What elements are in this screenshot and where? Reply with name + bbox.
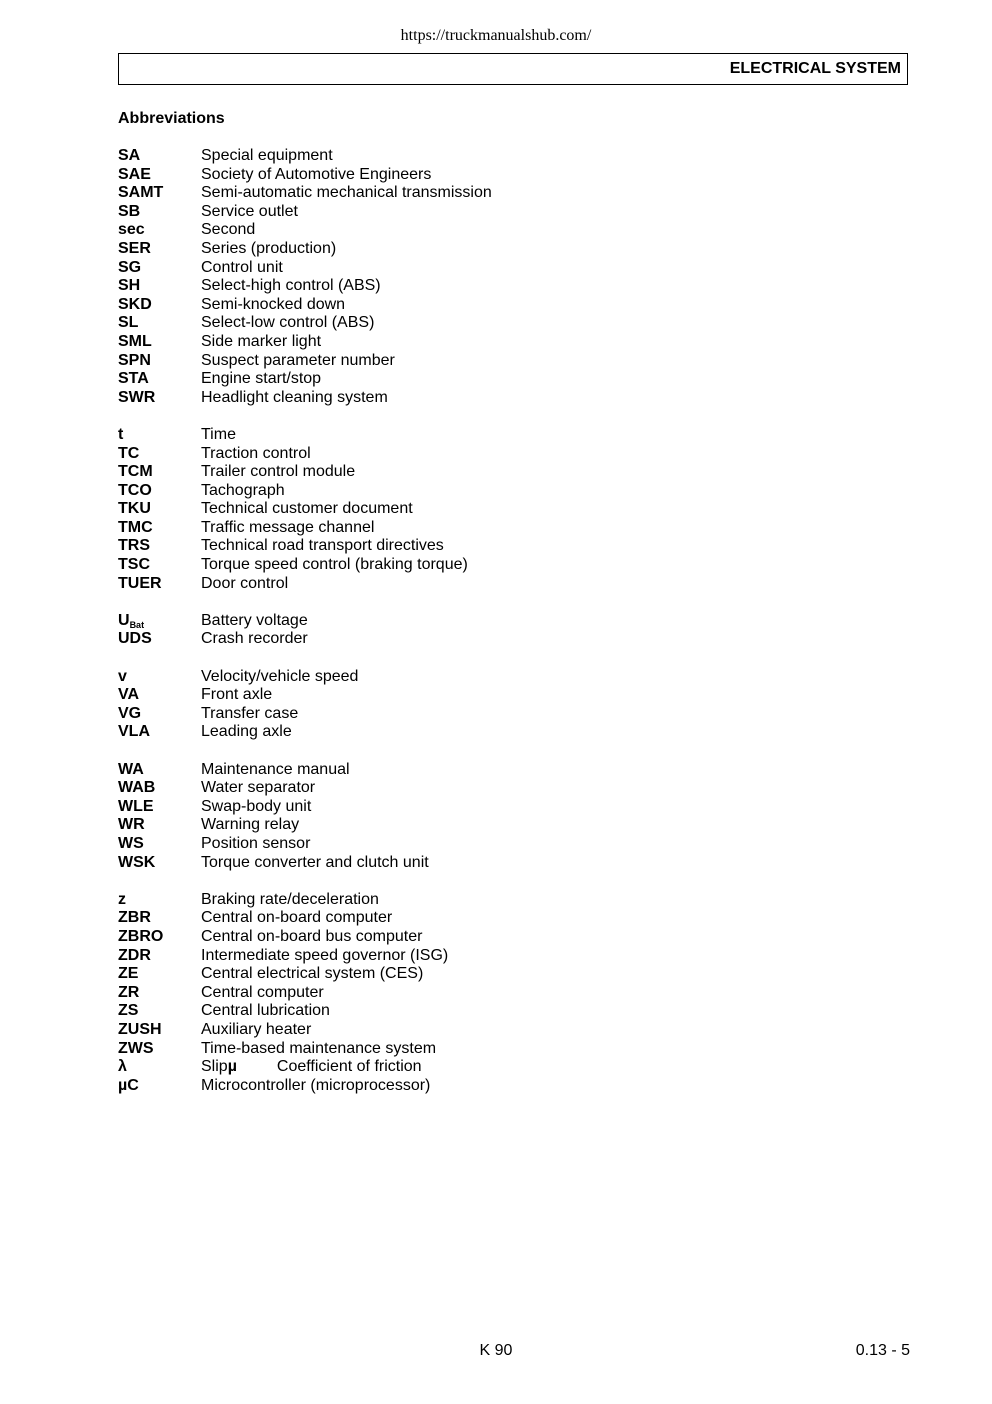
abbreviation-row [118, 445, 818, 464]
abbreviation-definition: Central on-board bus computer [201, 927, 423, 945]
abbreviation-row [118, 259, 818, 278]
abbreviation-row [118, 668, 818, 687]
abbreviation-definition: Swap-body unit [201, 797, 312, 815]
abbreviation-row [118, 147, 818, 166]
group-spacer [118, 407, 818, 426]
abbreviation-term: SAMT [118, 184, 164, 202]
abbreviation-term: SAE [118, 165, 151, 183]
abbreviation-definition: Headlight cleaning system [201, 388, 388, 406]
abbreviation-row [118, 314, 818, 333]
abbreviation-row [118, 370, 818, 389]
abbreviation-definition: Central computer [201, 983, 324, 1001]
abbreviation-definition: Central on-board computer [201, 909, 393, 927]
abbreviation-definition: Torque converter and clutch unit [201, 853, 429, 871]
abbreviation-row [118, 1040, 818, 1059]
abbreviation-term: TCO [118, 481, 152, 499]
abbreviation-term: SER [118, 239, 151, 257]
abbreviation-definition: Microcontroller (microprocessor) [201, 1076, 431, 1094]
abbreviation-row [118, 352, 818, 371]
abbreviation-term: v [118, 667, 127, 685]
abbreviation-term: TC [118, 444, 140, 462]
abbreviation-definition: Intermediate speed governor (ISG) [201, 946, 449, 964]
header-title: ELECTRICAL SYSTEM [729, 60, 901, 77]
abbreviation-definition: Water separator [201, 779, 316, 797]
abbreviation-term: UDS [118, 630, 152, 648]
abbreviation-term: TRS [118, 537, 150, 555]
abbreviation-definition: Technical customer document [201, 500, 413, 518]
abbreviation-term: ZR [118, 983, 140, 1001]
abbreviation-term: sec [118, 221, 145, 239]
abbreviation-definition: Velocity/vehicle speed [201, 667, 359, 685]
abbreviation-term: WR [118, 816, 145, 834]
abbreviation-row [118, 333, 818, 352]
abbreviation-row [118, 854, 818, 873]
abbreviation-row [118, 556, 818, 575]
group-spacer [118, 593, 818, 612]
abbreviation-row [118, 537, 818, 556]
abbreviation-row [118, 500, 818, 519]
abbreviation-term: ZS [118, 1002, 139, 1020]
abbreviation-row [118, 575, 818, 594]
abbreviation-row [118, 1058, 818, 1077]
abbreviation-row [118, 240, 818, 259]
abbreviation-term: VA [118, 686, 140, 704]
abbreviation-row [118, 277, 818, 296]
abbreviation-definition: Society of Automotive Engineers [201, 165, 432, 183]
abbreviation-definition: Auxiliary heater [201, 1020, 312, 1038]
abbreviation-definition: Central lubrication [201, 1002, 330, 1020]
abbreviation-row [118, 909, 818, 928]
abbreviation-definition: Transfer case [201, 704, 299, 722]
abbreviation-term: WAB [118, 779, 156, 797]
abbreviation-list [118, 147, 818, 1095]
abbreviation-row [118, 389, 818, 408]
abbreviation-row [118, 947, 818, 966]
abbreviation-term: µC [118, 1076, 139, 1094]
abbreviation-row [118, 723, 818, 742]
abbreviation-row [118, 203, 818, 222]
abbreviation-row [118, 891, 818, 910]
abbreviation-row [118, 463, 818, 482]
abbreviation-definition: Engine start/stop [201, 370, 322, 388]
abbreviation-definition: Special equipment [201, 147, 333, 164]
abbreviation-term: SKD [118, 295, 152, 313]
abbreviation-term: SG [118, 258, 142, 276]
abbreviation-definition: Warning relay [201, 816, 300, 834]
abbreviation-definition: Traffic message channel [201, 518, 375, 536]
abbreviation-term: SB [118, 202, 141, 220]
abbreviation-row [118, 630, 818, 649]
abbreviation-term: WSK [118, 853, 156, 871]
page-header [118, 53, 908, 85]
abbreviation-term: VLA [118, 723, 150, 741]
section-title: Abbreviations [118, 110, 225, 127]
abbreviation-term: $U_{Bat}$ [118, 611, 145, 630]
abbreviation-definition: Service outlet [201, 202, 298, 220]
abbreviation-definition: Suspect parameter number [201, 351, 395, 369]
abbreviation-definition: Front axle [201, 686, 273, 704]
abbreviation-row [118, 519, 818, 538]
abbreviation-row [118, 686, 818, 705]
abbreviation-row [118, 296, 818, 315]
abbreviation-row [118, 166, 818, 185]
abbreviation-term: TCM [118, 463, 153, 481]
abbreviation-term: VG [118, 704, 142, 722]
abbreviation-term: ZBRO [118, 927, 164, 945]
abbreviation-term: ZWS [118, 1039, 154, 1057]
abbreviation-term: SPN [118, 351, 151, 369]
abbreviation-term: SH [118, 277, 141, 295]
abbreviation-definition: Semi-knocked down [201, 295, 346, 313]
abbreviation-row [118, 612, 818, 631]
footer-model: K 90 [479, 1342, 513, 1359]
abbreviation-term: WA [118, 760, 144, 778]
abbreviation-term: z [118, 890, 126, 908]
abbreviation-term: WLE [118, 797, 154, 815]
abbreviation-term: TMC [118, 518, 153, 536]
abbreviation-term: TKU [118, 500, 151, 518]
abbreviation-row [118, 928, 818, 947]
abbreviation-definition: Battery voltage [201, 611, 308, 629]
abbreviation-term: SWR [118, 388, 156, 406]
abbreviation-definition: Slipµ Coefficient of friction [201, 1058, 422, 1076]
abbreviation-definition: Control unit [201, 258, 283, 276]
abbreviation-definition: Maintenance manual [201, 760, 350, 778]
abbreviation-definition: Braking rate/deceleration [201, 890, 379, 908]
abbreviation-definition: Series (production) [201, 239, 337, 257]
abbreviation-definition: Second [201, 221, 256, 239]
abbreviation-definition: Tachograph [201, 481, 285, 499]
abbreviation-term: t [118, 425, 124, 443]
abbreviation-term: λ [118, 1058, 127, 1076]
abbreviation-row [118, 779, 818, 798]
group-spacer [118, 649, 818, 668]
abbreviation-row [118, 1002, 818, 1021]
abbreviation-definition: Technical road transport directives [201, 537, 444, 555]
group-spacer [118, 742, 818, 761]
abbreviation-term: TSC [118, 556, 150, 574]
abbreviation-definition: Time [201, 425, 236, 443]
abbreviation-definition: Leading axle [201, 723, 292, 741]
abbreviation-row [118, 835, 818, 854]
abbreviation-row [118, 816, 818, 835]
abbreviation-row [118, 1077, 818, 1096]
abbreviation-row [118, 798, 818, 817]
abbreviation-term: SL [118, 314, 139, 332]
abbreviation-definition: Central electrical system (CES) [201, 965, 424, 983]
abbreviation-definition: Trailer control module [201, 463, 356, 481]
abbreviation-definition: Torque speed control (braking torque) [201, 556, 468, 574]
abbreviation-definition: Select-low control (ABS) [201, 314, 375, 332]
abbreviation-term: SML [118, 332, 152, 350]
abbreviation-term: STA [118, 370, 149, 388]
abbreviation-term: ZBR [118, 909, 151, 927]
abbreviation-term: SA [118, 147, 141, 164]
abbreviation-term: ZUSH [118, 1020, 162, 1038]
abbreviation-term: TUER [118, 574, 162, 592]
abbreviation-row [118, 705, 818, 724]
abbreviation-definition: Door control [201, 574, 289, 592]
abbreviation-definition: Side marker light [201, 332, 322, 350]
footer-page-number: 0.13 - 5 [855, 1342, 910, 1359]
abbreviation-definition: Semi-automatic mechanical transmission [201, 184, 492, 202]
abbreviation-definition: Position sensor [201, 834, 311, 852]
abbreviation-term: WS [118, 834, 144, 852]
abbreviation-row [118, 965, 818, 984]
group-spacer [118, 872, 818, 891]
abbreviation-definition: Select-high control (ABS) [201, 277, 381, 295]
abbreviation-row [118, 184, 818, 203]
abbreviation-row [118, 761, 818, 780]
abbreviation-term: ZE [118, 965, 139, 983]
abbreviation-row [118, 221, 818, 240]
abbreviation-row [118, 1021, 818, 1040]
abbreviation-row [118, 426, 818, 445]
abbreviation-row [118, 482, 818, 501]
abbreviation-definition: Time-based maintenance system [201, 1039, 437, 1057]
abbreviation-term: ZDR [118, 946, 151, 964]
abbreviation-row [118, 984, 818, 1003]
abbreviation-definition: Traction control [201, 444, 311, 462]
source-url: https://truckmanualshub.com/ [400, 27, 592, 44]
abbreviation-definition: Crash recorder [201, 630, 308, 648]
